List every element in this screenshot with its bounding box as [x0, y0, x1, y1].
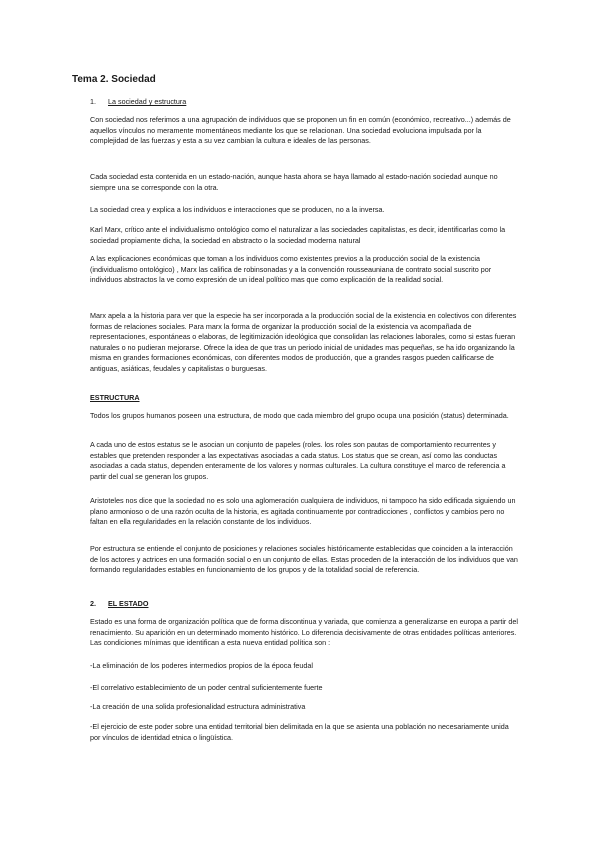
list-item: -El correlativo establecimiento de un poder central suficientemente fuerte [90, 683, 323, 692]
list-item: -El ejercicio de este poder sobre una entidad territorial bien delimitada en la que se asienta una población no necesariamente unida por vínculos de identidad etnica o lingüística. [90, 722, 509, 742]
paragraph: A cada uno de estos estatus se le asocian un conjunto de papeles (roles. los roles son pautas de comportamiento recurrentes y estables que pretenden responder a las expectativas asociadas a cada status. Los status que se crean, así como las conductas asociadas a cada status, dependen enteramente de los valores y normas culturales. La cultura constituye el marco de referencia a partir del cual se generan los grupos. [90, 440, 506, 481]
paragraph: Cada sociedad esta contenida en un estado-nación, aunque hasta ahora se haya llamado al estado-nación sociedad aunque no siempre una se corresponde con la otra. [90, 172, 498, 192]
page-title: Tema 2. Sociedad [72, 74, 156, 85]
section-label: EL ESTADO [108, 599, 149, 608]
paragraph: Karl Marx, crítico ante el individualismo ontológico como el naturalizar a las sociedades capitalistas, es decir, identificarlas como la sociedad propiamente dicha, la sociedad en abstracto o la sociedad moderna natural [90, 225, 506, 245]
subheading-estructura: ESTRUCTURA [90, 393, 140, 402]
list-item: -La creación de una solida profesionalidad estructura administrativa [90, 702, 306, 711]
paragraph: Estado es una forma de organización política que de forma discontinua y variada, que comienza a generalizarse en europa a partir del renacimiento. Su aparición en un determinado momento histórico. Lo diferencia decisivamente de otras entidades políticas anteriores. Las condiciones mínimas que identifican a esta nueva entidad política son : [90, 617, 518, 648]
section-number: 1. [90, 97, 96, 106]
section-label: La sociedad y estructura [108, 97, 187, 106]
paragraph: Marx apela a la historia para ver que la especie ha ser incorporada a la producción social de la existencia en colectivos con diferentes formas de relaciones sociales. Para marx la forma de organizar la producción social de la existencia va acompañada de representaciones, espontáneas o elaboras, de legitimización ideológica que consolidan las relaciones laborales, como si estas fueran naturales o no pudieran mejorarse. Ofrece la idea de que tras un periodo inicial de unidades mas pequeñas, se ha ido organizando la misma en grandes formaciones económicas, con diferentes modos de producción, que a grandes rasgos pueden calificarse de antiguas, asiáticas, feudales y capitalistas o burguesas. [90, 311, 517, 373]
paragraph: A las explicaciones económicas que toman a los individuos como existentes previos a la producción social de la existencia (individualismo ontológico) , Marx las califica de robinsonadas y a la convención rousseauniana de contrato social suscrito por individuos abstractos la ve como expresión de un ideal político mas que como explicación de la realidad social. [90, 254, 492, 285]
section-heading-2 [90, 599, 148, 609]
section-heading-1 [90, 97, 186, 107]
paragraph: Aristoteles nos dice que la sociedad no es solo una aglomeración cualquiera de individuos, ni tampoco ha sido edificada siguiendo un plano armonioso o de una razón oculta de la historia, es agitada continuamente por contradicciones , conflictos y cambios pero no faltan en ella regularidades en la relación constante de los individuos. [90, 496, 516, 527]
paragraph: Con sociedad nos referimos a una agrupación de individuos que se proponen un fin en común (económico, recreativo...) además de aquellos vínculos no meramente momentáneos mediante los que se relacionan. Una sociedad evoluciona impulsada por la complejidad de las fuerzas y esta a su vez cambian la cultura e ideales de las personas. [90, 115, 511, 146]
section-number: 2. [90, 599, 96, 608]
paragraph: Todos los grupos humanos poseen una estructura, de modo que cada miembro del grupo ocupa una posición (status) determinada. [90, 411, 509, 420]
paragraph: La sociedad crea y explica a los individuos e interacciones que se producen, no a la inversa. [90, 205, 385, 214]
list-item: -La eliminación de los poderes intermedios propios de la época feudal [90, 661, 313, 670]
paragraph: Por estructura se entiende el conjunto de posiciones y relaciones sociales históricamente establecidas que coinciden a la interacción de los actores y actrices en una formación social o en un conjunto de ellas. Estas proceden de la interacción de los individuos que van formando regularidades estables en funcionamiento de los grupos y de la totalidad social de referencia. [90, 544, 518, 575]
